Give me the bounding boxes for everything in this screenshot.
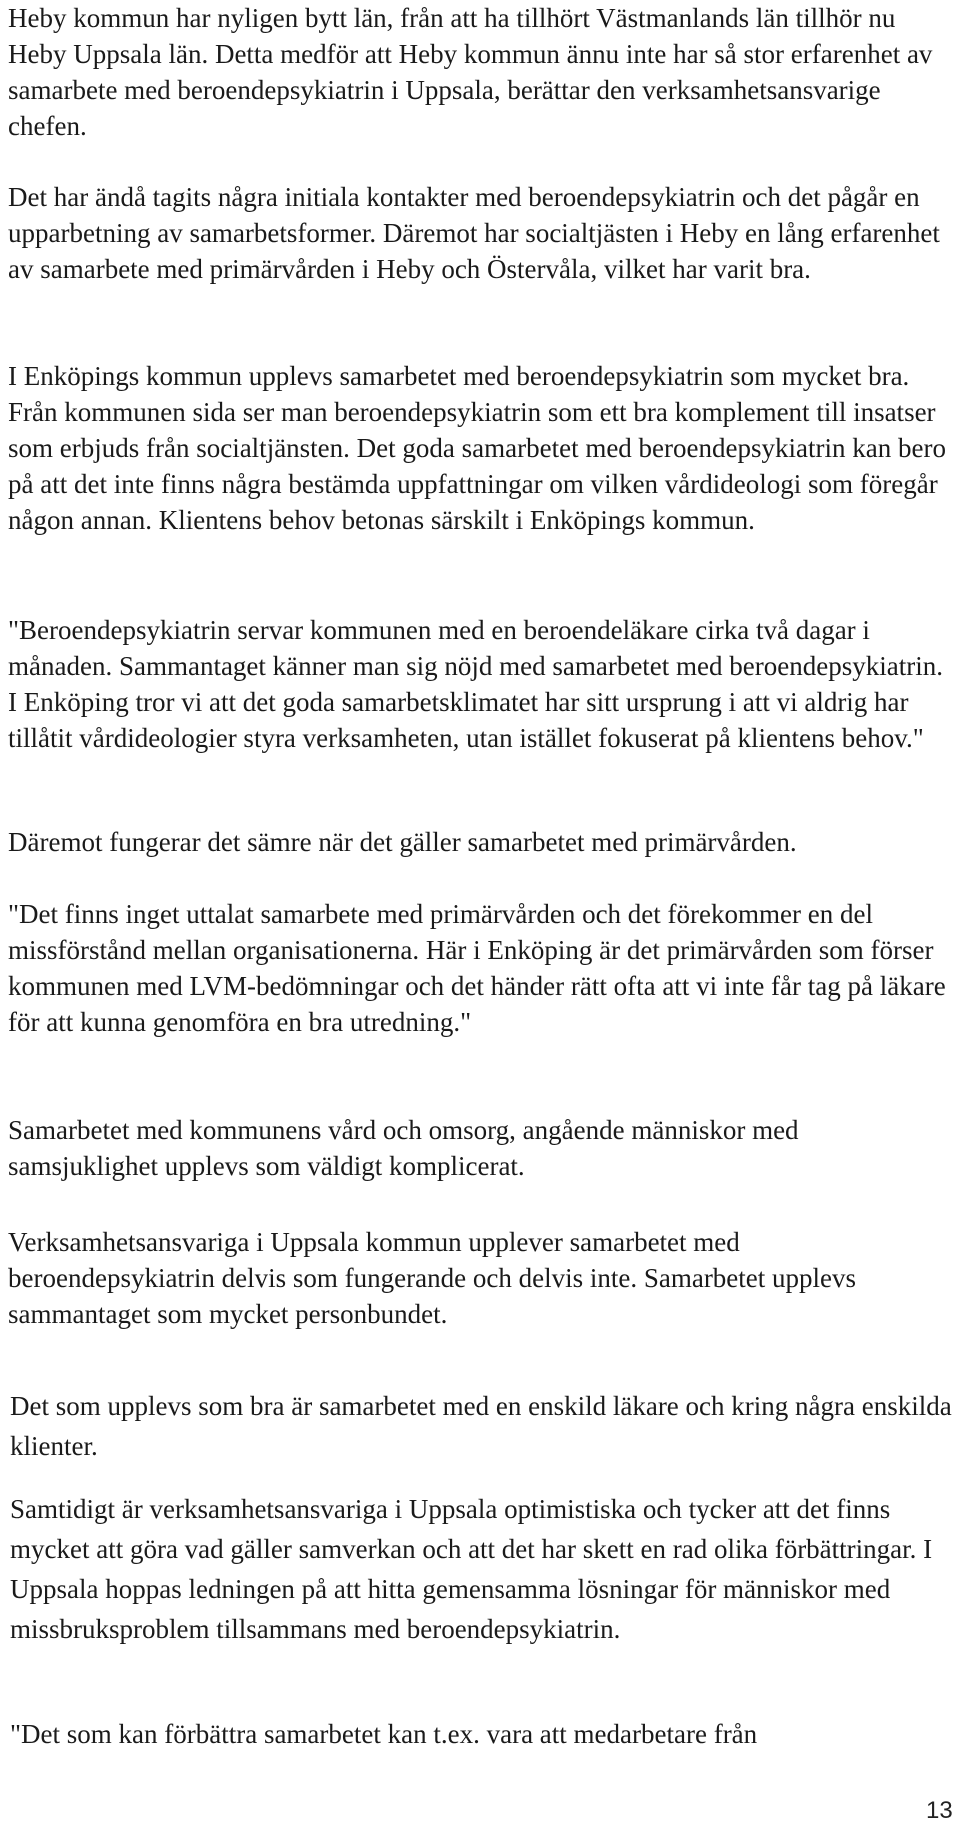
- paragraph-heby-lan: Heby kommun har nyligen bytt län, från att ha tillhört Västmanlands län tillhör nu Heby Uppsala län. Detta medför att Heby kommun ännu inte har så stor erfarenhet av samarbete med beroendepsykiatrin i Uppsala, berättar den verksamhetsansvarige chefen.: [8, 3, 933, 141]
- page-number: 13: [926, 1797, 953, 1824]
- paragraph-uppsala-kommun: Verksamhetsansvariga i Uppsala kommun upplever samarbetet med beroendepsykiatrin delvis som fungerande och delvis inte. Samarbetet upplevs sammantaget som mycket personbundet.: [8, 1227, 857, 1329]
- paragraph-enskild-lakare: Det som upplevs som bra är samarbetet med en enskild läkare och kring några enskilda klienter.: [10, 1391, 952, 1461]
- paragraph-primarvarden: Däremot fungerar det sämre när det gäller samarbetet med primärvården.: [8, 827, 797, 857]
- quote-beroendepsykiatrin: "Beroendepsykiatrin servar kommunen med en beroendeläkare cirka två dagar i månaden. Sammantaget känner man sig nöjd med samarbetet med beroendepsykiatrin. I Enköping tror vi att det goda samarbetsklimatet har sitt ursprung i att vi aldrig har tillåtit vårdideologier styra verksamheten, utan istället fokuserat på klientens behov.": [8, 615, 943, 753]
- paragraph-samsjuklighet: Samarbetet med kommunens vård och omsorg, angående människor med samsjuklighet upplevs som väldigt komplicerat.: [8, 1115, 799, 1181]
- paragraph-heby-kontakter: Det har ändå tagits några initiala kontakter med beroendepsykiatrin och det pågår en upparbetning av samarbetsformer. Däremot har socialtjästen i Heby en lång erfarenhet av samarbete med primärvården i Heby och Östervåla, vilket har varit bra.: [8, 182, 940, 284]
- paragraph-uppsala-optimistiska: Samtidigt är verksamhetsansvariga i Uppsala optimistiska och tycker att det finns mycket att göra vad gäller samverkan och att det har skett en rad olika förbättringar. I Uppsala hoppas ledningen på att hitta gemensamma lösningar för människor med missbruksproblem tillsammans med beroendepsykiatrin.: [10, 1494, 933, 1644]
- quote-primarvarden: "Det finns inget uttalat samarbete med primärvården och det förekommer en del missförstånd mellan organisationerna. Här i Enköping är det primärvården som förser kommunen med LVM-bedömningar och det händer rätt ofta att vi inte får tag på läkare för att kunna genomföra en bra utredning.": [8, 899, 946, 1037]
- quote-forbattra-samarbetet: "Det som kan förbättra samarbetet kan t.ex. vara att medarbetare från: [10, 1719, 758, 1749]
- paragraph-enkoping-samarbete: I Enköpings kommun upplevs samarbetet med beroendepsykiatrin som mycket bra. Från kommunen sida ser man beroendepsykiatrin som ett bra komplement till insatser som erbjuds från socialtjänsten. Det goda samarbetet med beroendepsykiatrin kan bero på att det inte finns några bestämda uppfattningar om vilken vårdideologi som föregår någon annan. Klientens behov betonas särskilt i Enköpings kommun.: [8, 361, 946, 535]
